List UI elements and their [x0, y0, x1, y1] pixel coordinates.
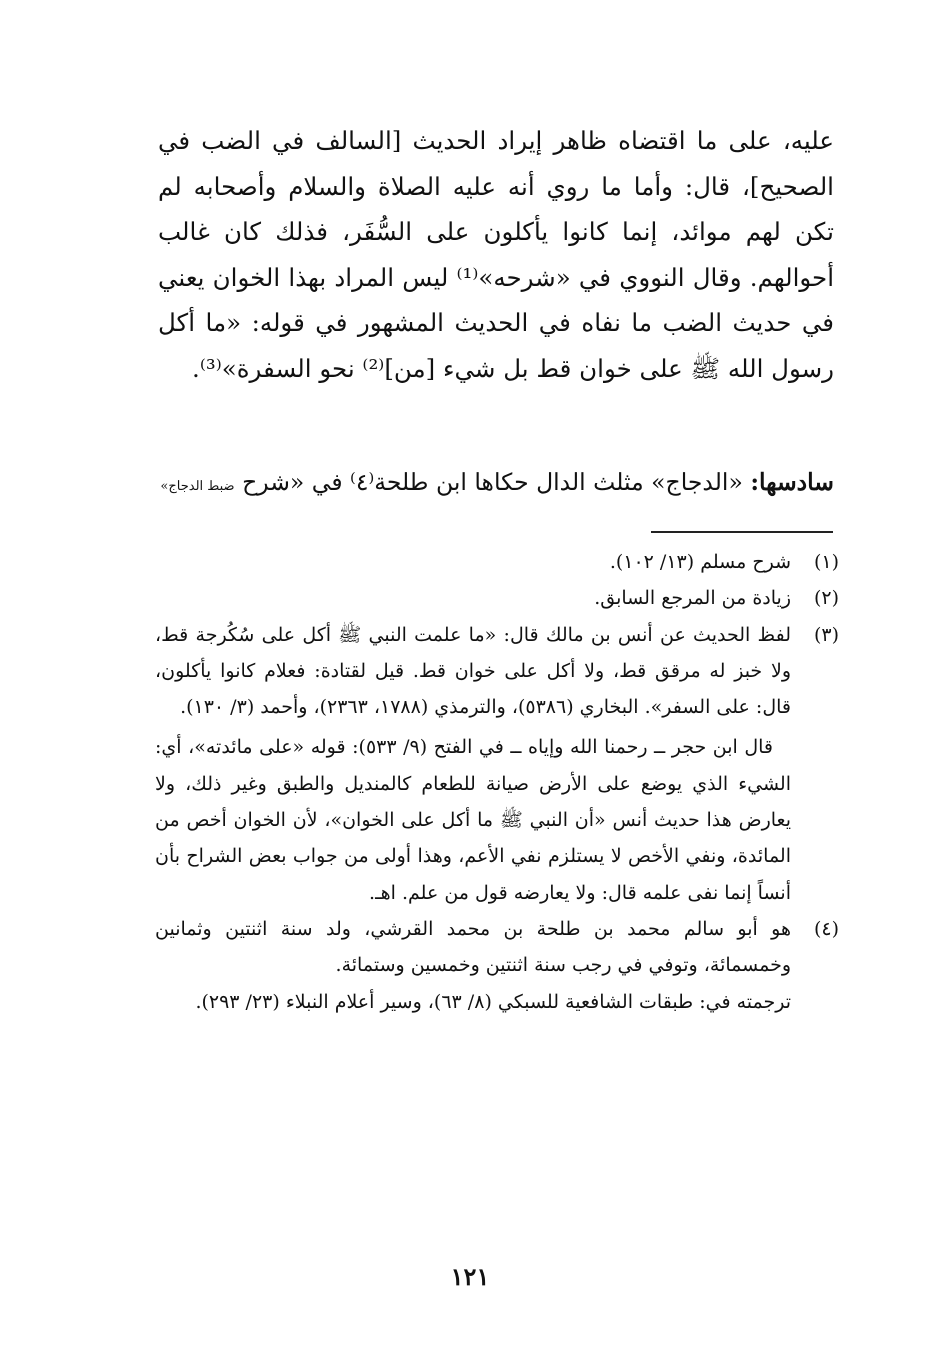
footnote-4 [155, 911, 841, 984]
footnote-4-references: ترجمته في: طبقات الشافعية للسبكي (٨/ ٦٣)، وسير أعلام النبلاء (٢٣/ ٢٩٣). [195, 990, 791, 1013]
main-paragraph: عليه، على ما اقتضاه ظاهر إيراد الحديث [السالف في الضب في الصحيح]، قال: وأما ما روي أنه عليه الصلاة والسلام وأصحابه لم تكن لهم موائد، إنما كانوا يأكلون على السُّفَر، فذلك كان غالب أحوالهم. وقال النووي في «شرحه»⁽¹⁾ ليس المراد بهذا الخوان يعني في حديث الضب ما نفاه في الحديث المشهور في قوله: «ما أكل رسول الله ﷺ على خوان قط بل شيء [من]⁽²⁾ نحو السفرة»⁽³⁾. [158, 126, 834, 383]
footnote-text: زيادة من المرجع السابق. [594, 587, 791, 610]
section-small-text: ضبط الدجاج» [160, 479, 235, 494]
footnote-number: (٢) [813, 587, 839, 610]
footnote-number: (١) [813, 551, 839, 573]
footnote-1 [155, 544, 841, 580]
footnote-3-commentary: قال ابن حجر ــ رحمنا الله وإياه ــ في الفتح (٩/ ٥٣٣): قوله «على مائدته»، أي: الشيء الذي يوضع على الأرض صيانة للطعام كالمنديل والطبق وغير ذلك، ولا يعارض هذا حديث أنس «أن النبي ﷺ ما أكل على الخوان»، لأن الخوان أخص من المائدة، ونفي الأخص لا يستلزم نفي الأعم، وهذا أولى من جواب بعض الشراح بأن أنساً إنما نفى علمه قال: ولا يعارضه قول من علم. اهـ. [155, 736, 791, 904]
section-heading: سادسها: [750, 468, 834, 496]
footnote-text: لفظ الحديث عن أنس بن مالك قال: «ما علمت النبي ﷺ أكل على سُكُرجة قط، ولا خبز له مرقق قط، ولا أكل على خوان قط. قيل لقتادة: فعلام كانوا يأكلون، قال: على السفر». البخاري (٥٣٨٦)، والترمذي (١٧٨٨، ٢٣٦٣)، وأحمد (٣/ ١٣٠). [155, 623, 791, 719]
page-number: ١٢١ [450, 1262, 490, 1291]
footnote-number: (٣) [813, 623, 839, 646]
footnote-2 [155, 580, 841, 616]
section-text: «الدجاج» مثلث الدال حكاها ابن طلحة⁽٤⁾ في «شرح [242, 468, 743, 496]
footnote-3 [155, 617, 841, 726]
footnote-text: هو أبو سالم محمد بن طلحة بن محمد القرشي، ولد سنة اثنتين وثمانين وخمسمائة، وتوفي في رجب سنة اثنتين وخمسين وستمائة. [155, 917, 791, 977]
footnotes [155, 544, 841, 1020]
section-paragraph [50, 462, 834, 507]
footnote-separator [651, 531, 833, 533]
footnote-number: (٤) [813, 917, 839, 940]
footnote-text: شرح مسلم (١٣/ ١٠٢). [609, 551, 791, 573]
